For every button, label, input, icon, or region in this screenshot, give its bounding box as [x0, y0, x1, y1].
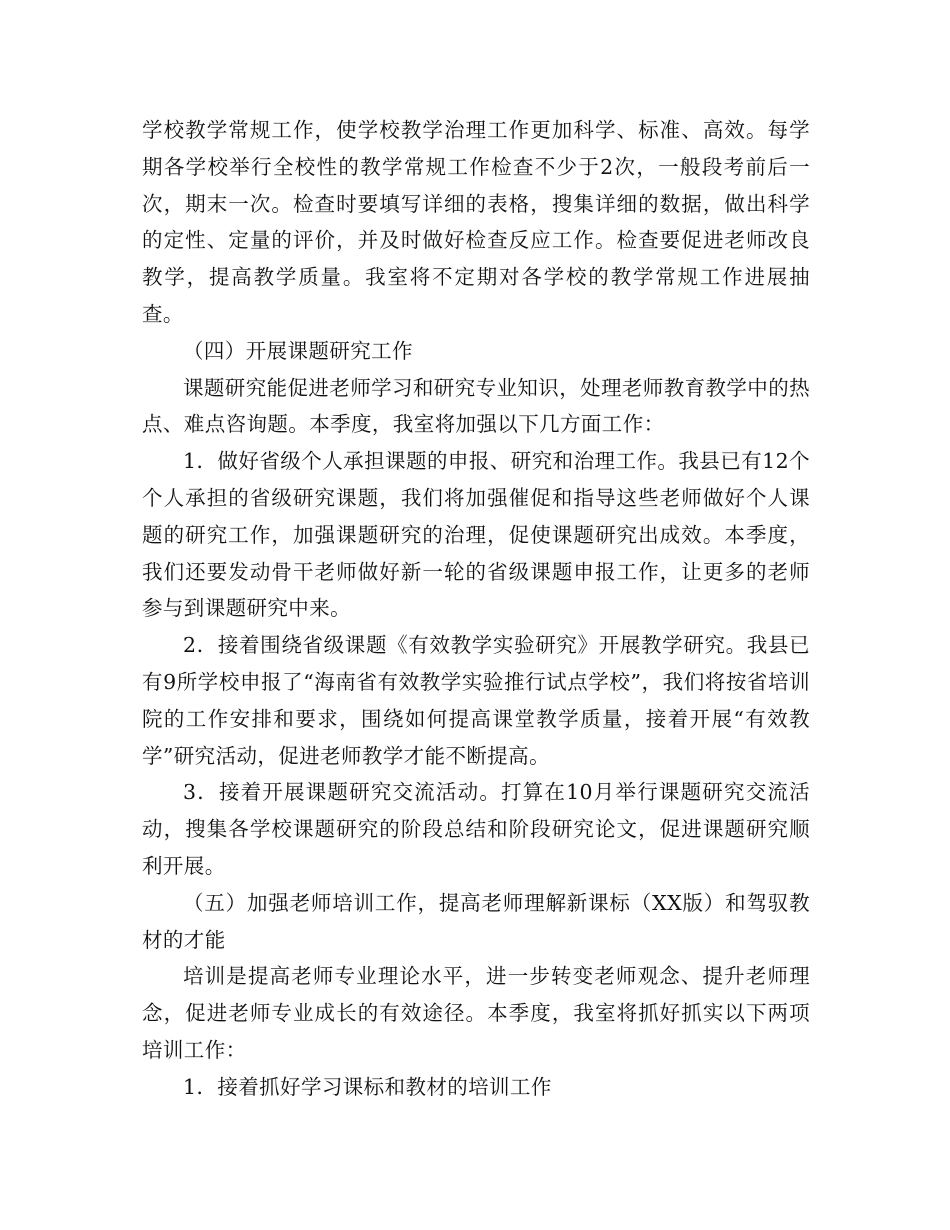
list-item-training-1: 1．接着抓好学习课标和教材的培训工作	[183, 1074, 552, 1099]
document-body	[142, 112, 810, 1106]
list-item-1: 1．做好省级个人承担课题的申报、研究和治理工作。我县已有12个个人承担的省级研究课题，我们将加强催促和指导这些老师做好个人课题的研究工作，加强课题研究的治理，促使课题研究出成效。本季度，我们还要发动骨干老师做好新一轮的省级课题申报工作，让更多的老师参与到课题研究中来。	[142, 449, 810, 621]
section-heading-4: （四）开展课题研究工作	[183, 338, 413, 363]
list-item-3: 3．接着开展课题研究交流活动。打算在10月举行课题研究交流活动，搜集各学校课题研究的阶段总结和阶段研究论文，促进课题研究顺利开展。	[142, 780, 810, 878]
paragraph-continuation: 学校教学常规工作，使学校教学治理工作更加科学、标准、高效。每学期各学校举行全校性的教学常规工作检查不少于2次，一般段考前后一次，期末一次。检查时要填写详细的表格，搜集详细的数据，做出科学的定性、定量的评价，并及时做好检查反应工作。检查要促进老师改良教学，提高教学质量。我室将不定期对各学校的教学常规工作进展抽查。	[142, 118, 810, 326]
list-item-2: 2．接着围绕省级课题《有效教学实验研究》开展教学研究。我县已有9所学校申报了“海南省有效教学实验推行试点学校”，我们将按省培训院的工作安排和要求，围绕如何提高课堂教学质量，接着开展“有效教学”研究活动，促进老师教学才能不断提高。	[142, 633, 810, 768]
paragraph-intro-research: 课题研究能促进老师学习和研究专业知识，处理老师教育教学中的热点、难点咨询题。本季度，我室将加强以下几方面工作：	[142, 375, 810, 437]
section-heading-5: （五）加强老师培训工作，提高老师理解新课标（XX版）和驾驭教材的才能	[142, 890, 810, 952]
paragraph-intro-training: 培训是提高老师专业理论水平，进一步转变老师观念、提升老师理念，促进老师专业成长的有效途径。本季度，我室将抓好抓实以下两项培训工作：	[142, 964, 810, 1062]
